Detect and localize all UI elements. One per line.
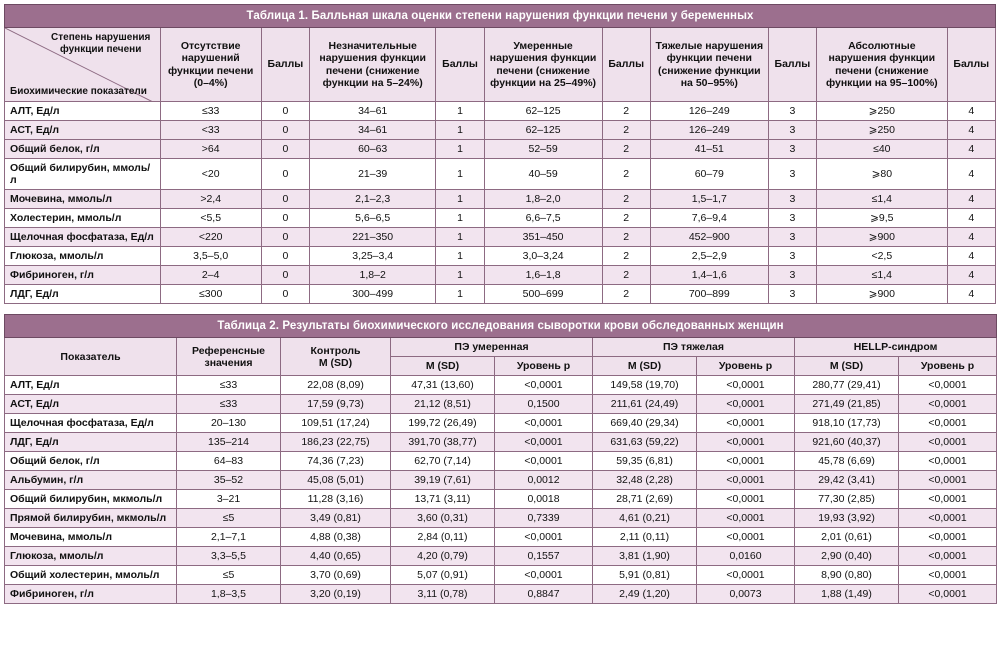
cell: <0,0001 [899, 414, 997, 433]
cell: 62–125 [484, 121, 602, 140]
cell: 29,42 (3,41) [795, 471, 899, 490]
cell: <0,0001 [697, 414, 795, 433]
cell: 41–51 [650, 140, 768, 159]
table-2-row-label-0: АЛТ, Ед/л [5, 376, 177, 395]
table-row [5, 414, 997, 433]
cell: <0,0001 [899, 547, 997, 566]
cell: <0,0001 [495, 433, 593, 452]
table-1-col-header-7: Баллы [768, 28, 816, 102]
cell: 186,23 (22,75) [281, 433, 391, 452]
cell: 19,93 (3,92) [795, 509, 899, 528]
table-gap [4, 304, 996, 314]
cell: 2 [602, 285, 650, 304]
cell: 11,28 (3,16) [281, 490, 391, 509]
corner-bottom-label: Биохимические показатели [10, 85, 147, 97]
cell: ⩾9,5 [817, 209, 947, 228]
cell: 2 [602, 209, 650, 228]
cell: 1 [436, 209, 484, 228]
cell: 0,0018 [495, 490, 593, 509]
cell: 0 [261, 209, 309, 228]
cell: 1 [436, 266, 484, 285]
cell: 2 [602, 121, 650, 140]
table-row [5, 395, 997, 414]
cell: ⩾250 [817, 102, 947, 121]
table-1-row-label-5: Холестерин, ммоль/л [5, 209, 161, 228]
table-2 [4, 314, 997, 604]
cell: 3 [768, 247, 816, 266]
table-row [5, 102, 996, 121]
cell: 2 [602, 102, 650, 121]
cell: 2,01 (0,61) [795, 528, 899, 547]
cell: <0,0001 [697, 566, 795, 585]
cell: 5,91 (0,81) [593, 566, 697, 585]
cell: 2,11 (0,11) [593, 528, 697, 547]
cell: 0,8847 [495, 585, 593, 604]
cell: 13,71 (3,11) [391, 490, 495, 509]
cell: 3 [768, 102, 816, 121]
cell: 0,0073 [697, 585, 795, 604]
cell: 60–63 [310, 140, 436, 159]
cell: 4,61 (0,21) [593, 509, 697, 528]
cell: 2,1–7,1 [177, 528, 281, 547]
cell: 74,36 (7,23) [281, 452, 391, 471]
cell: 4 [947, 228, 995, 247]
table-row [5, 121, 996, 140]
table-row [5, 452, 997, 471]
table-row [5, 159, 996, 190]
cell: 4 [947, 121, 995, 140]
table-2-row-label-4: Общий белок, г/л [5, 452, 177, 471]
cell: 1 [436, 285, 484, 304]
control-label: Контроль [310, 344, 361, 357]
table-1-col-header-6: Тяжелые нарушения функции печени (снижение функции на 50–95%) [650, 28, 768, 102]
table-row [5, 266, 996, 285]
cell: 4 [947, 209, 995, 228]
table-row [5, 585, 997, 604]
cell: ≤33 [160, 102, 261, 121]
cell: 3,49 (0,81) [281, 509, 391, 528]
cell: 45,78 (6,69) [795, 452, 899, 471]
cell: 1,4–1,6 [650, 266, 768, 285]
cell: 300–499 [310, 285, 436, 304]
table-row [5, 509, 997, 528]
cell: <0,0001 [495, 376, 593, 395]
cell: <0,0001 [697, 395, 795, 414]
cell: ≤5 [177, 566, 281, 585]
cell: ≤5 [177, 509, 281, 528]
cell: ≤33 [177, 376, 281, 395]
cell: 0 [261, 102, 309, 121]
table-1-col-header-8: Абсолютные нарушения функции печени (снижение функции на 95–100%) [817, 28, 947, 102]
table-1-col-header-3: Баллы [436, 28, 484, 102]
cell: 0,0012 [495, 471, 593, 490]
cell: 1 [436, 102, 484, 121]
cell: 34–61 [310, 102, 436, 121]
cell: 0 [261, 285, 309, 304]
cell: 126–249 [650, 102, 768, 121]
table-2-subheader-0-1: Уровень p [495, 357, 593, 376]
cell: 62–125 [484, 102, 602, 121]
cell: <0,0001 [899, 471, 997, 490]
cell: 3,70 (0,69) [281, 566, 391, 585]
table-row [5, 285, 996, 304]
cell: 60–79 [650, 159, 768, 190]
cell: 2,1–2,3 [310, 190, 436, 209]
cell: 3,11 (0,78) [391, 585, 495, 604]
cell: 0,1500 [495, 395, 593, 414]
cell: 271,49 (21,85) [795, 395, 899, 414]
cell: 1,8–2,0 [484, 190, 602, 209]
cell: 3 [768, 285, 816, 304]
table-2-row-label-2: Щелочная фосфатаза, Ед/л [5, 414, 177, 433]
cell: <0,0001 [697, 509, 795, 528]
cell: 2 [602, 140, 650, 159]
cell: 3 [768, 209, 816, 228]
cell: 1,8–2 [310, 266, 436, 285]
cell: 391,70 (38,77) [391, 433, 495, 452]
cell: 2,5–2,9 [650, 247, 768, 266]
cell: 918,10 (17,73) [795, 414, 899, 433]
cell: 1 [436, 159, 484, 190]
cell: 3,81 (1,90) [593, 547, 697, 566]
cell: <33 [160, 121, 261, 140]
cell: ⩾900 [817, 285, 947, 304]
cell: 3 [768, 140, 816, 159]
cell: 5,07 (0,91) [391, 566, 495, 585]
cell: <0,0001 [697, 471, 795, 490]
cell: 64–83 [177, 452, 281, 471]
table-row [5, 490, 997, 509]
cell: 2 [602, 247, 650, 266]
table-row [5, 190, 996, 209]
cell: <220 [160, 228, 261, 247]
cell: 20–130 [177, 414, 281, 433]
cell: 2 [602, 266, 650, 285]
cell: <0,0001 [899, 528, 997, 547]
table-1-col-header-9: Баллы [947, 28, 995, 102]
cell: 4,40 (0,65) [281, 547, 391, 566]
cell: 0 [261, 140, 309, 159]
cell: 3,0–3,24 [484, 247, 602, 266]
cell: 2 [602, 228, 650, 247]
table-2-col-header-control [281, 338, 391, 376]
table-2-col-header-indicator: Показатель [5, 338, 177, 376]
table-row [5, 566, 997, 585]
table-row [5, 247, 996, 266]
cell: 2–4 [160, 266, 261, 285]
cell: 5,6–6,5 [310, 209, 436, 228]
table-2-row-label-7: Прямой билирубин, мкмоль/л [5, 509, 177, 528]
cell: 0 [261, 121, 309, 140]
cell: 17,59 (9,73) [281, 395, 391, 414]
table-1-title: Таблица 1. Балльная шкала оценки степени нарушения функции печени у беременных [5, 5, 996, 28]
cell: <2,5 [817, 247, 947, 266]
table-1-row-label-7: Глюкоза, ммоль/л [5, 247, 161, 266]
table-2-row-label-9: Глюкоза, ммоль/л [5, 547, 177, 566]
cell: 47,31 (13,60) [391, 376, 495, 395]
cell: 0 [261, 159, 309, 190]
cell: 45,08 (5,01) [281, 471, 391, 490]
cell: 32,48 (2,28) [593, 471, 697, 490]
cell: 500–699 [484, 285, 602, 304]
table-2-row-label-3: ЛДГ, Ед/л [5, 433, 177, 452]
cell: <0,0001 [899, 566, 997, 585]
cell: 0,7339 [495, 509, 593, 528]
cell: 1 [436, 228, 484, 247]
table-row [5, 528, 997, 547]
cell: 8,90 (0,80) [795, 566, 899, 585]
cell: <0,0001 [697, 490, 795, 509]
cell: ≤300 [160, 285, 261, 304]
table-2-group-header-2: HELLP-синдром [795, 338, 997, 357]
cell: 3 [768, 190, 816, 209]
cell: 3–21 [177, 490, 281, 509]
table-1-title-row [5, 5, 996, 28]
cell: 2,84 (0,11) [391, 528, 495, 547]
cell: 4 [947, 285, 995, 304]
cell: 0,0160 [697, 547, 795, 566]
cell: 211,61 (24,49) [593, 395, 697, 414]
table-2-group-header-0: ПЭ умеренная [391, 338, 593, 357]
cell: 921,60 (40,37) [795, 433, 899, 452]
table-2-row-label-6: Общий билирубин, мкмоль/л [5, 490, 177, 509]
cell: 1,8–3,5 [177, 585, 281, 604]
cell: 135–214 [177, 433, 281, 452]
cell: 4 [947, 102, 995, 121]
table-1-col-header-2: Незначительные нарушения функции печени (снижение функции на 5–24%) [310, 28, 436, 102]
cell: 1 [436, 140, 484, 159]
cell: <20 [160, 159, 261, 190]
table-row [5, 433, 997, 452]
table-1-row-label-0: АЛТ, Ед/л [5, 102, 161, 121]
cell: 62,70 (7,14) [391, 452, 495, 471]
cell: <0,0001 [899, 490, 997, 509]
cell: <0,0001 [495, 414, 593, 433]
cell: 3 [768, 266, 816, 285]
cell: <5,5 [160, 209, 261, 228]
cell: <0,0001 [899, 452, 997, 471]
cell: ≤1,4 [817, 190, 947, 209]
cell: 452–900 [650, 228, 768, 247]
cell: 3,60 (0,31) [391, 509, 495, 528]
cell: 221–350 [310, 228, 436, 247]
table-1-col-header-4: Умеренные нарушения функции печени (снижение функции на 25–49%) [484, 28, 602, 102]
cell: <0,0001 [899, 376, 997, 395]
cell: 3 [768, 159, 816, 190]
cell: <0,0001 [697, 452, 795, 471]
cell: 59,35 (6,81) [593, 452, 697, 471]
cell: 4 [947, 266, 995, 285]
cell: 3,20 (0,19) [281, 585, 391, 604]
cell: 1,6–1,8 [484, 266, 602, 285]
table-1-col-header-0: Отсутствие нарушений функции печени (0–4%) [160, 28, 261, 102]
cell: <0,0001 [697, 376, 795, 395]
cell: 77,30 (2,85) [795, 490, 899, 509]
cell: <0,0001 [495, 452, 593, 471]
cell: 0 [261, 190, 309, 209]
table-2-subheader-2-1: Уровень p [899, 357, 997, 376]
table-row [5, 547, 997, 566]
cell: 21–39 [310, 159, 436, 190]
cell: 700–899 [650, 285, 768, 304]
cell: 4 [947, 190, 995, 209]
table-2-title-row [5, 315, 997, 338]
cell: 149,58 (19,70) [593, 376, 697, 395]
cell: 3,5–5,0 [160, 247, 261, 266]
cell: 3 [768, 228, 816, 247]
table-row [5, 228, 996, 247]
cell: 4 [947, 140, 995, 159]
cell: 0,1557 [495, 547, 593, 566]
cell: 22,08 (8,09) [281, 376, 391, 395]
table-1-row-label-2: Общий белок, г/л [5, 140, 161, 159]
table-1-row-label-4: Мочевина, ммоль/л [5, 190, 161, 209]
cell: 2,49 (1,20) [593, 585, 697, 604]
cell: ≤40 [817, 140, 947, 159]
cell: 7,6–9,4 [650, 209, 768, 228]
cell: 2 [602, 190, 650, 209]
cell: 351–450 [484, 228, 602, 247]
table-2-row-label-8: Мочевина, ммоль/л [5, 528, 177, 547]
cell: 1 [436, 121, 484, 140]
cell: 40–59 [484, 159, 602, 190]
cell: 28,71 (2,69) [593, 490, 697, 509]
cell: 280,77 (29,41) [795, 376, 899, 395]
table-2-subheader-0-0: M (SD) [391, 357, 495, 376]
table-1-col-header-1: Баллы [261, 28, 309, 102]
table-2-subheader-1-0: M (SD) [593, 357, 697, 376]
table-row [5, 209, 996, 228]
cell: 631,63 (59,22) [593, 433, 697, 452]
cell: 3,25–3,4 [310, 247, 436, 266]
cell: 4 [947, 247, 995, 266]
cell: 21,12 (8,51) [391, 395, 495, 414]
table-row [5, 140, 996, 159]
cell: <0,0001 [495, 528, 593, 547]
table-2-row-label-10: Общий холестерин, ммоль/л [5, 566, 177, 585]
table-1-row-label-3: Общий билирубин, ммоль/л [5, 159, 161, 190]
cell: ≤1,4 [817, 266, 947, 285]
cell: 0 [261, 228, 309, 247]
cell: <0,0001 [697, 528, 795, 547]
cell: 2 [602, 159, 650, 190]
table-2-subheader-2-0: M (SD) [795, 357, 899, 376]
table-1-col-header-5: Баллы [602, 28, 650, 102]
cell: <0,0001 [495, 566, 593, 585]
cell: <0,0001 [697, 433, 795, 452]
table-2-title: Таблица 2. Результаты биохимического исследования сыворотки крови обследованных женщин [5, 315, 997, 338]
corner-top-label: Степень нарушения функции печени [51, 32, 151, 55]
table-2-row-label-1: АСТ, Ед/л [5, 395, 177, 414]
cell: 199,72 (26,49) [391, 414, 495, 433]
table-2-header-row-1 [5, 338, 997, 357]
cell: 35–52 [177, 471, 281, 490]
cell: 34–61 [310, 121, 436, 140]
table-2-col-header-reference: Референсные значения [177, 338, 281, 376]
table-row [5, 471, 997, 490]
cell: 52–59 [484, 140, 602, 159]
table-1-row-label-6: Щелочная фосфатаза, Ед/л [5, 228, 161, 247]
cell: 1,5–1,7 [650, 190, 768, 209]
cell: ≤33 [177, 395, 281, 414]
cell: 1 [436, 190, 484, 209]
control-sub-label: M (SD) [318, 356, 353, 369]
table-1-corner-cell [5, 28, 161, 102]
cell: <0,0001 [899, 585, 997, 604]
table-2-row-label-11: Фибриноген, г/л [5, 585, 177, 604]
cell: 109,51 (17,24) [281, 414, 391, 433]
cell: ⩾250 [817, 121, 947, 140]
table-2-subheader-1-1: Уровень p [697, 357, 795, 376]
table-1-row-label-1: АСТ, Ед/л [5, 121, 161, 140]
cell: 3 [768, 121, 816, 140]
table-2-row-label-5: Альбумин, г/л [5, 471, 177, 490]
table-1-header-row [5, 28, 996, 102]
cell: <0,0001 [899, 395, 997, 414]
table-2-group-header-1: ПЭ тяжелая [593, 338, 795, 357]
cell: 126–249 [650, 121, 768, 140]
cell: 1,88 (1,49) [795, 585, 899, 604]
cell: ⩾80 [817, 159, 947, 190]
cell: <0,0001 [899, 433, 997, 452]
cell: 4,88 (0,38) [281, 528, 391, 547]
cell: 0 [261, 266, 309, 285]
cell: >64 [160, 140, 261, 159]
cell: 4,20 (0,79) [391, 547, 495, 566]
cell: 0 [261, 247, 309, 266]
cell: 2,90 (0,40) [795, 547, 899, 566]
cell: 669,40 (29,34) [593, 414, 697, 433]
cell: >2,4 [160, 190, 261, 209]
cell: 39,19 (7,61) [391, 471, 495, 490]
cell: 3,3–5,5 [177, 547, 281, 566]
table-1-row-label-8: Фибриноген, г/л [5, 266, 161, 285]
cell: ⩾900 [817, 228, 947, 247]
cell: 4 [947, 159, 995, 190]
table-1 [4, 4, 996, 304]
cell: 6,6–7,5 [484, 209, 602, 228]
cell: <0,0001 [899, 509, 997, 528]
table-row [5, 376, 997, 395]
cell: 1 [436, 247, 484, 266]
table-1-row-label-9: ЛДГ, Ед/л [5, 285, 161, 304]
